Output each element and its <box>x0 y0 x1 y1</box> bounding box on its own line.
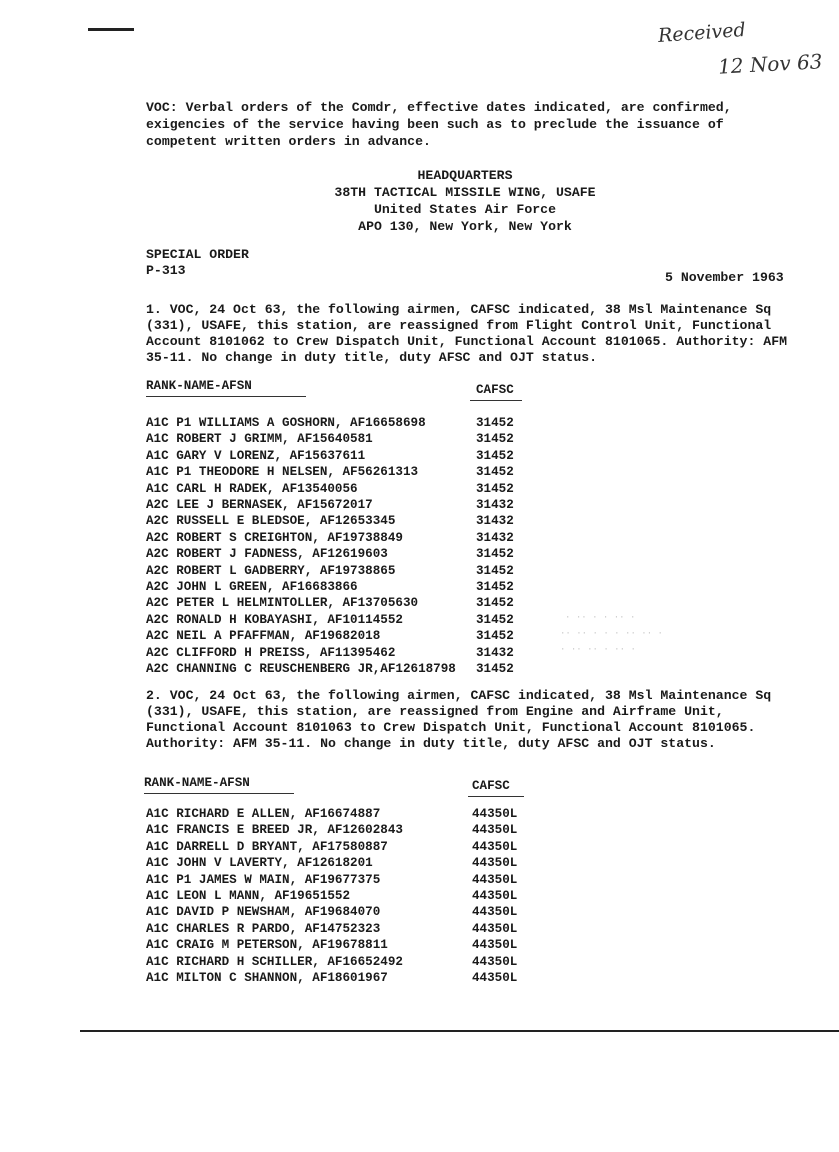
section-1-col-name: RANK-NAME-AFSN <box>146 379 252 393</box>
voc-note: VOC: Verbal orders of the Comdr, effective dates indicated, are confirmed, exigencies of the service having been such as to preclude the issuance of competent written orders in advance. <box>146 100 732 149</box>
table-row <box>146 970 517 986</box>
table-row <box>146 954 517 970</box>
table-row <box>146 806 517 822</box>
airman-name-afsn: A2C RUSSELL E BLEDSOE, AF12653345 <box>146 514 396 529</box>
table-row <box>146 481 514 497</box>
section-2-roster <box>146 806 517 986</box>
airman-cafsc: 44350L <box>472 938 518 953</box>
airman-name-afsn: A1C DAVID P NEWSHAM, AF19684070 <box>146 905 381 920</box>
table-row <box>146 872 517 888</box>
ghost-bleedthrough: ·· ·· · · · ·· ·· · <box>560 629 663 639</box>
table-row <box>146 645 514 661</box>
headquarters-block <box>300 167 630 235</box>
airman-cafsc: 44350L <box>472 889 518 904</box>
airman-cafsc: 31452 <box>476 547 514 562</box>
airman-name-afsn: A1C RICHARD E ALLEN, AF16674887 <box>146 807 381 821</box>
table-row <box>146 579 514 595</box>
airman-name-afsn: A1C CHARLES R PARDO, AF14752323 <box>146 921 381 936</box>
airman-cafsc: 31452 <box>476 596 514 611</box>
airman-name-afsn: A1C ROBERT J GRIMM, AF15640581 <box>146 432 373 447</box>
section-2-col-cafsc: CAFSC <box>472 779 510 793</box>
airman-name-afsn: A1C JOHN V LAVERTY, AF12618201 <box>146 856 373 871</box>
hq-line-3: United States Air Force <box>373 202 557 217</box>
airman-cafsc: 44350L <box>472 839 518 854</box>
airman-cafsc: 31432 <box>476 530 514 545</box>
airman-cafsc: 31452 <box>476 662 514 677</box>
airman-name-afsn: A1C CARL H RADEK, AF13540056 <box>146 481 358 496</box>
airman-name-afsn: A1C GARY V LORENZ, AF15637611 <box>146 448 366 463</box>
table-row <box>146 661 514 677</box>
airman-name-afsn: A1C LEON L MANN, AF19651552 <box>146 889 351 904</box>
airman-cafsc: 31452 <box>476 612 514 627</box>
section-1-roster <box>146 415 514 678</box>
hq-line-4: APO 130, New York, New York <box>358 219 572 234</box>
airman-cafsc: 44350L <box>472 954 518 969</box>
table-row <box>146 546 514 562</box>
section-1-col-cafsc: CAFSC <box>476 383 514 397</box>
airman-cafsc: 44350L <box>472 856 518 871</box>
table-row <box>146 612 514 628</box>
airman-cafsc: 31452 <box>476 580 514 595</box>
section-1-col-cafsc-underline <box>470 400 522 401</box>
airman-name-afsn: A2C ROBERT J FADNESS, AF12619603 <box>146 547 388 562</box>
table-row <box>146 937 517 953</box>
table-row <box>146 464 514 480</box>
airman-cafsc: 44350L <box>472 905 518 920</box>
table-row <box>146 839 517 855</box>
table-row <box>146 497 514 513</box>
airman-name-afsn: A1C DARRELL D BRYANT, AF17580887 <box>146 839 388 854</box>
table-row <box>146 595 514 611</box>
handwritten-date: 12 Nov 63 <box>717 49 824 79</box>
airman-cafsc: 31452 <box>476 465 514 480</box>
airman-name-afsn: A2C CLIFFORD H PREISS, AF11395462 <box>146 645 396 660</box>
table-row <box>146 855 517 871</box>
airman-name-afsn: A2C ROBERT S CREIGHTON, AF19738849 <box>146 530 403 545</box>
order-type: SPECIAL ORDER <box>146 247 249 262</box>
airman-cafsc: 31432 <box>476 514 514 529</box>
airman-cafsc: 44350L <box>472 921 518 936</box>
order-heading <box>146 247 249 279</box>
airman-name-afsn: A1C CRAIG M PETERSON, AF19678811 <box>146 938 388 953</box>
airman-cafsc: 31452 <box>476 416 514 430</box>
table-row <box>146 563 514 579</box>
airman-name-afsn: A2C ROBERT L GADBERRY, AF19738865 <box>146 563 396 578</box>
airman-name-afsn: A1C P1 WILLIAMS A GOSHORN, AF16658698 <box>146 416 426 430</box>
airman-name-afsn: A2C LEE J BERNASEK, AF15672017 <box>146 498 373 513</box>
airman-cafsc: 44350L <box>472 823 518 838</box>
ghost-bleedthrough: · ·· · · ·· · <box>565 613 636 623</box>
airman-name-afsn: A1C P1 THEODORE H NELSEN, AF56261313 <box>146 465 419 480</box>
handwritten-received: Received <box>657 18 747 48</box>
table-row <box>146 921 517 937</box>
airman-cafsc: 31452 <box>476 629 514 644</box>
hq-line-2: 38TH TACTICAL MISSILE WING, USAFE <box>334 185 596 200</box>
section-1-col-name-underline <box>146 396 306 397</box>
table-row <box>146 904 517 920</box>
section-1-text: 1. VOC, 24 Oct 63, the following airmen, CAFSC indicated, 38 Msl Maintenance Sq (331), USAFE, this station, are reassigned from Flight Control Unit, Functional Account 8101062 to Crew Dispatch Unit, Functional Account 8101065. Authority: AFM 35-11. No change in duty title, duty AFSC and OJT status. <box>146 302 788 365</box>
table-row <box>146 888 517 904</box>
section-2-text: 2. VOC, 24 Oct 63, the following airmen, CAFSC indicated, 38 Msl Maintenance Sq (331), USAFE, this station, are reassigned from Engine and Airframe Unit, Functional Account 8101063 to Crew Dispatch Unit, Functional Account 8101065. Authority: AFM 35-11. No change in duty title, duty AFSC and OJT status. <box>146 688 772 751</box>
table-row <box>146 513 514 529</box>
airman-cafsc: 44350L <box>472 971 518 986</box>
airman-name-afsn: A1C P1 JAMES W MAIN, AF19677375 <box>146 872 381 887</box>
airman-name-afsn: A2C CHANNING C REUSCHENBERG JR,AF12618798 <box>146 662 456 677</box>
ghost-bleedthrough: · ·· ·· · ·· · <box>560 645 636 655</box>
table-row <box>146 448 514 464</box>
airman-cafsc: 31452 <box>476 563 514 578</box>
airman-name-afsn: A2C JOHN L GREEN, AF16683866 <box>146 580 358 595</box>
table-row <box>146 822 517 838</box>
airman-name-afsn: A2C NEIL A PFAFFMAN, AF19682018 <box>146 629 381 644</box>
table-row <box>146 530 514 546</box>
airman-name-afsn: A1C MILTON C SHANNON, AF18601967 <box>146 971 388 986</box>
airman-name-afsn: A1C RICHARD H SCHILLER, AF16652492 <box>146 954 403 969</box>
section-2-col-cafsc-underline <box>468 796 524 797</box>
table-row <box>146 431 514 447</box>
airman-cafsc: 44350L <box>472 807 518 821</box>
airman-cafsc: 31452 <box>476 432 514 447</box>
top-dash-mark <box>88 28 134 31</box>
table-row <box>146 628 514 644</box>
table-row <box>146 415 514 431</box>
hq-line-1: HEADQUARTERS <box>417 168 513 183</box>
section-2-col-name: RANK-NAME-AFSN <box>144 776 250 790</box>
bottom-rule <box>80 1030 839 1032</box>
airman-cafsc: 31452 <box>476 481 514 496</box>
airman-name-afsn: A2C RONALD H KOBAYASHI, AF10114552 <box>146 612 403 627</box>
section-2-col-name-underline <box>144 793 294 794</box>
airman-cafsc: 31452 <box>476 448 514 463</box>
airman-cafsc: 44350L <box>472 872 518 887</box>
airman-cafsc: 31432 <box>476 645 514 660</box>
airman-name-afsn: A2C PETER L HELMINTOLLER, AF13705630 <box>146 596 419 611</box>
order-number: P-313 <box>146 263 186 278</box>
airman-cafsc: 31432 <box>476 498 514 513</box>
airman-name-afsn: A1C FRANCIS E BREED JR, AF12602843 <box>146 823 403 838</box>
order-date: 5 November 1963 <box>665 270 784 285</box>
